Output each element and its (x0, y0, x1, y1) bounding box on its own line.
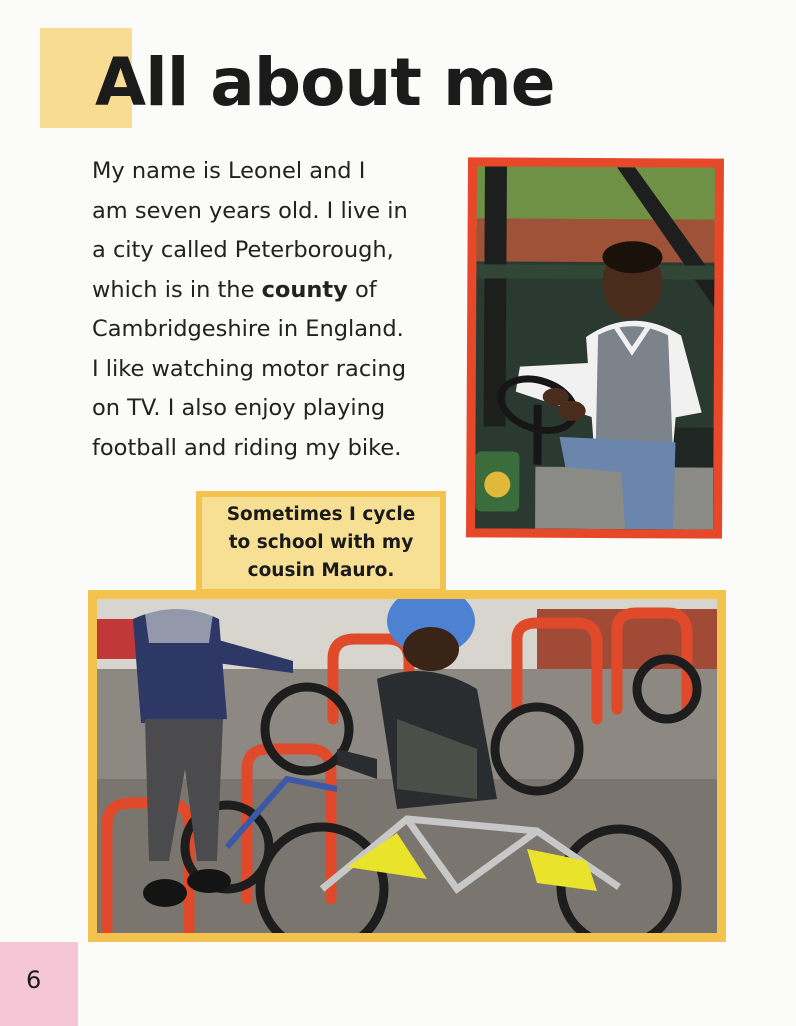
photo-boy-in-toy-car (466, 157, 724, 538)
body-line: Cambridgeshire in England. (92, 316, 404, 342)
body-line: am seven years old. I live in (92, 197, 408, 224)
speech-line: Sometimes I cycle (226, 504, 416, 525)
body-text-fragment: which is in the (92, 276, 262, 303)
boy-in-toy-car-illustration (475, 166, 715, 529)
speech-box (196, 491, 446, 595)
body-line: football and riding my bike. (92, 434, 402, 461)
body-line: on TV. I also enjoy playing (92, 395, 386, 421)
page-title: All about me (95, 44, 555, 121)
photo-boy-in-toy-car-image (475, 166, 715, 529)
photo-boys-with-bikes (88, 590, 726, 942)
speech-box-inner (202, 497, 440, 589)
speech-line: to school with my (228, 532, 414, 553)
boys-with-bikes-illustration (97, 599, 717, 933)
page-number: 6 (26, 966, 42, 994)
body-line: I like watching motor racing (92, 355, 406, 382)
body-line: a city called Peterborough, (92, 237, 394, 263)
speech-text (227, 501, 416, 585)
body-paragraph (92, 152, 462, 468)
body-text-fragment: of (347, 276, 377, 303)
glossary-word-county: county (261, 276, 348, 303)
speech-line: cousin Mauro. (247, 560, 395, 581)
body-line: My name is Leonel and I (92, 158, 366, 184)
body-line (92, 271, 462, 311)
photo-boys-with-bikes-image (97, 599, 717, 933)
